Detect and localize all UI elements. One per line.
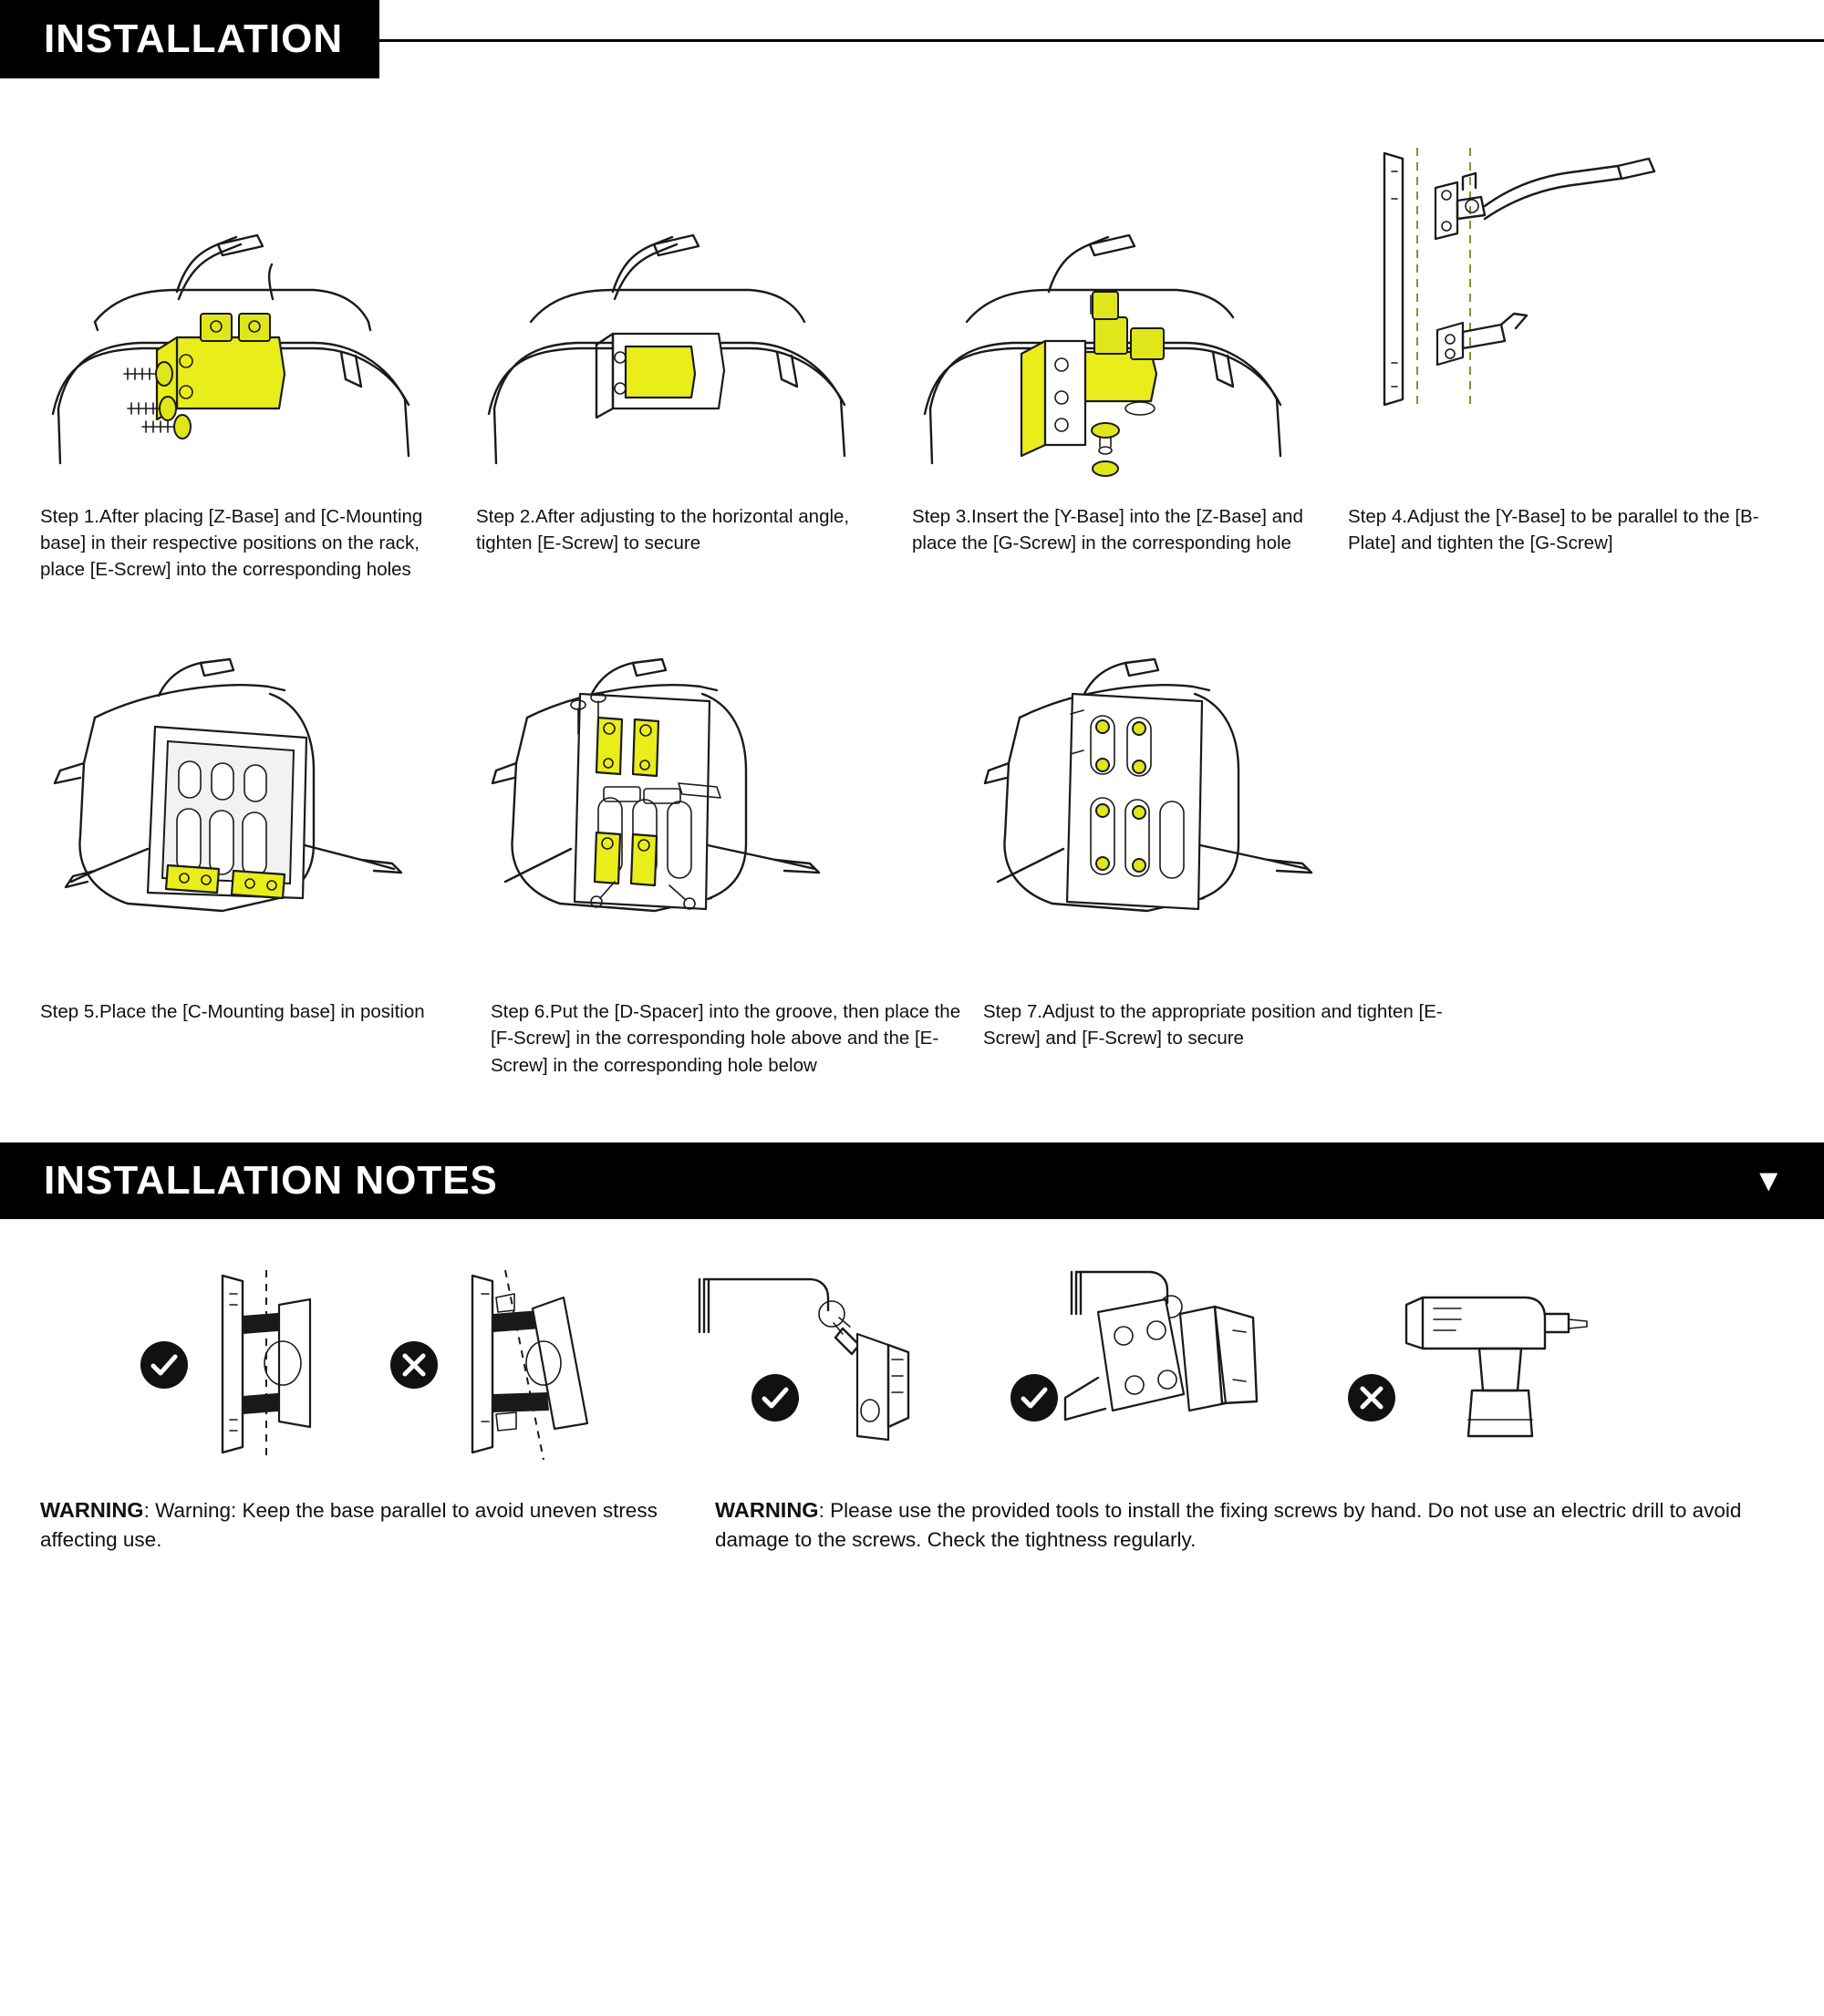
cross-badge-drill: [1348, 1374, 1395, 1422]
step-6-illustration: [491, 654, 947, 982]
step-3-illustration: [912, 135, 1341, 491]
notes-section-header: [0, 1142, 1824, 1219]
step-1-caption: Step 1.After placing [Z-Base] and [C-Mounting base] in their respective positions on the rack, place [E-Screw] into the corresponding holes: [40, 506, 423, 581]
step-6: [491, 654, 983, 1078]
step-2-illustration: [476, 135, 905, 491]
hand-tool-correct-illustration: [664, 1257, 974, 1467]
chevron-down-icon: ▼: [1753, 1163, 1784, 1198]
step-7-caption: Step 7.Adjust to the appropriate position and tighten [E-Screw] and [F-Screw] to secure: [983, 1001, 1443, 1049]
note-figure-drill-wrong: [1342, 1257, 1616, 1472]
step-3-caption: Step 3.Insert the [Y-Base] into the [Z-Base] and place the [G-Screw] in the corresponding hole: [912, 506, 1303, 554]
notes-figures-row: [40, 1257, 1784, 1472]
step-1: [40, 135, 476, 583]
warning-body-right: : Please use the provided tools to install the fixing screws by hand. Do not use an electric drill to avoid damage to the screws. Check the tightness regularly.: [715, 1498, 1742, 1551]
step-3-figure: [912, 135, 1348, 491]
step-1-illustration: [40, 135, 469, 491]
parallel-correct-illustration: [40, 1257, 314, 1467]
step-4-caption: Step 4.Adjust the [Y-Base] to be parallel to the [B-Plate] and tighten the [G-Screw]: [1348, 506, 1759, 554]
step-3: [912, 135, 1348, 583]
step-7-illustration: [983, 654, 1439, 982]
step-6-figure: [491, 654, 983, 982]
hand-tool-bracket-illustration: [1010, 1257, 1321, 1467]
step-2-figure: [476, 135, 912, 491]
warning-body-left: : Warning: Keep the base parallel to avoid uneven stress affecting use.: [40, 1498, 658, 1551]
steps-row-2: [0, 654, 1824, 1078]
step-4-figure: [1348, 135, 1784, 491]
check-badge-bracket: [1010, 1374, 1058, 1422]
step-5: [40, 654, 491, 1078]
e-screw-1: [124, 362, 172, 386]
check-badge-left: [140, 1341, 188, 1389]
drill-wrong-illustration: [1342, 1257, 1616, 1467]
g-screw: [1092, 423, 1119, 476]
check-badge-tool: [751, 1374, 799, 1422]
note-figure-parallel-correct: [40, 1257, 314, 1472]
step-5-figure: [40, 654, 491, 982]
note-text-right: [715, 1495, 1784, 1554]
parallel-wrong-illustration: [326, 1257, 600, 1467]
step-2-caption: Step 2.After adjusting to the horizontal angle, tighten [E-Screw] to secure: [476, 506, 850, 554]
warning-label-left: WARNING: [40, 1497, 144, 1522]
steps-row-1: [0, 135, 1824, 583]
warning-label-right: WARNING: [715, 1497, 819, 1522]
installation-section-header: [0, 0, 1824, 78]
step-4: [1348, 135, 1784, 583]
notes-title: INSTALLATION NOTES: [44, 1157, 498, 1203]
step-5-illustration: [40, 654, 469, 982]
notes-text-row: [40, 1495, 1784, 1590]
cross-badge-left: [390, 1341, 438, 1389]
note-figure-parallel-wrong: [326, 1257, 600, 1472]
note-figure-hand-tool-bracket-correct: [1010, 1257, 1321, 1472]
installation-title: INSTALLATION: [44, 16, 344, 61]
note-figure-hand-tool-correct: [664, 1257, 974, 1472]
step-7: [983, 654, 1476, 1078]
e-screw-2: [128, 397, 176, 420]
step-2: [476, 135, 912, 583]
step-1-figure: [40, 135, 476, 491]
note-text-left: [40, 1495, 715, 1554]
step-6-caption: Step 6.Put the [D-Spacer] into the groove, then place the [F-Screw] in the corresponding hole above and the [E-Screw] in the corresponding hole below: [491, 1001, 961, 1076]
step-5-caption: Step 5.Place the [C-Mounting base] in position: [40, 1001, 425, 1023]
step-7-figure: [983, 654, 1476, 982]
installation-header-rule: [379, 0, 1824, 78]
notes-body: [0, 1257, 1824, 1590]
installation-title-block: [0, 0, 379, 78]
step-4-illustration: [1348, 135, 1777, 491]
